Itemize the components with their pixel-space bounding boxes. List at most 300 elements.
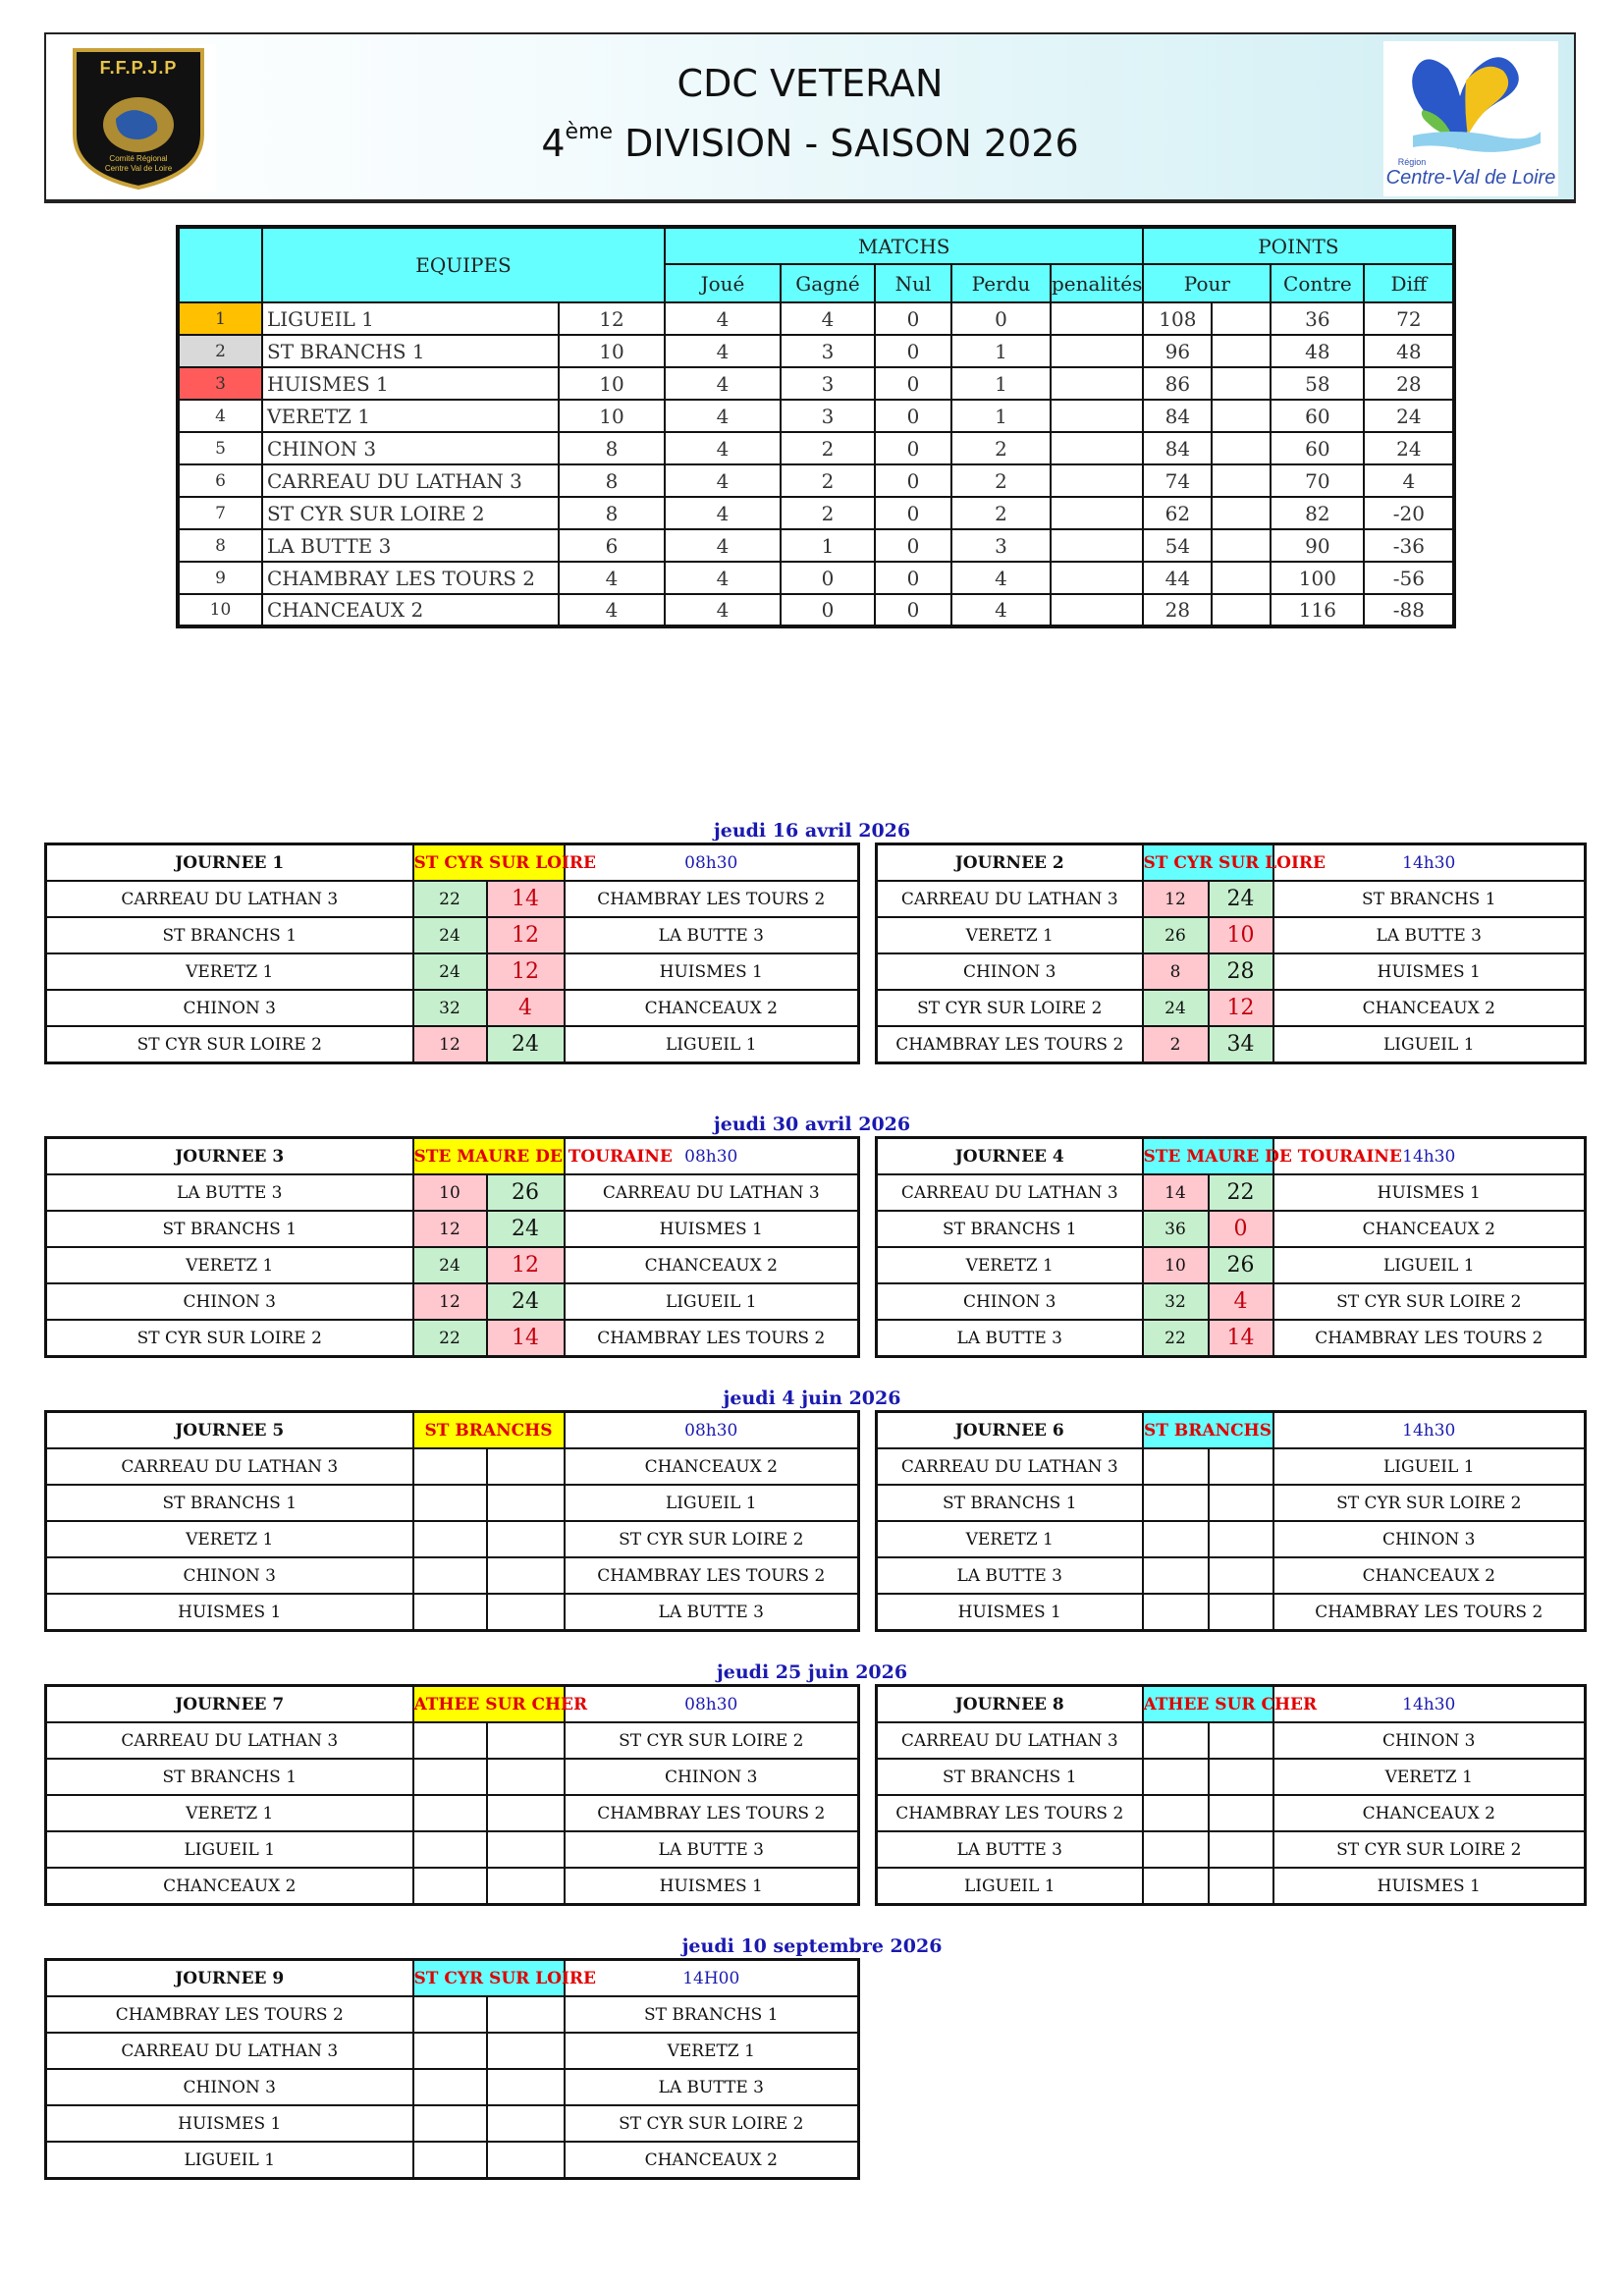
journee-venue: STE MAURE DE TOURAINE [1143,1138,1273,1175]
standings-row [178,594,1454,626]
away-score-cell [487,1448,565,1485]
away-team-cell: CHAMBRAY LES TOURS 2 [565,1320,859,1357]
home-team-cell: CARREAU DU LATHAN 3 [46,2033,413,2069]
journee-time: 08h30 [565,1412,859,1449]
match-row [46,1868,859,1905]
away-score-cell: 4 [487,990,565,1026]
match-row [46,1831,859,1868]
contre-cell: 100 [1271,562,1364,594]
penalites-cell [1051,594,1143,626]
standings-row [178,400,1454,432]
journee-table [875,1136,1587,1358]
penalites-cell [1051,432,1143,464]
away-team-cell: LIGUEIL 1 [565,1485,859,1521]
journee-venue: ST BRANCHS [1143,1412,1273,1449]
pour-cell: 74 [1143,464,1212,497]
journee-header-row [877,844,1586,882]
home-score-cell [413,2105,487,2142]
gagne-header: Gagné [781,264,875,302]
home-score-cell [413,1557,487,1594]
journee-venue: ST BRANCHS [413,1412,565,1449]
contre-cell: 36 [1271,302,1364,335]
contre-cell: 48 [1271,335,1364,367]
journee-time: 14H00 [565,1960,859,1997]
team-name-cell: ST CYR SUR LOIRE 2 [262,497,559,529]
away-score-cell [487,1831,565,1868]
pour-extra-cell [1212,464,1271,497]
home-team-cell: ST BRANCHS 1 [877,1485,1143,1521]
round-date: jeudi 30 avril 2026 [713,1114,911,1135]
gagne-cell: 0 [781,562,875,594]
away-score-cell: 24 [487,1211,565,1247]
pour-header: Pour [1143,264,1271,302]
gagne-cell: 0 [781,594,875,626]
perdu-cell: 1 [951,400,1051,432]
match-row [46,1211,859,1247]
pour-cell: 28 [1143,594,1212,626]
away-team-cell: HUISMES 1 [1273,1868,1586,1905]
pour-extra-cell [1212,562,1271,594]
journee-venue: ST CYR SUR LOIRE [1143,844,1273,882]
away-team-cell: LA BUTTE 3 [565,1594,859,1631]
division-suffix: ème [565,120,614,144]
away-team-cell: HUISMES 1 [565,1868,859,1905]
points-total-cell: 4 [559,594,665,626]
diff-cell: 4 [1364,464,1454,497]
gagne-cell: 3 [781,400,875,432]
pour-extra-cell [1212,497,1271,529]
home-team-cell: HUISMES 1 [46,1594,413,1631]
away-score-cell [1209,1722,1273,1759]
pour-extra-cell [1212,529,1271,562]
diff-cell: 28 [1364,367,1454,400]
away-team-cell: CARREAU DU LATHAN 3 [565,1174,859,1211]
away-score-cell [487,2105,565,2142]
home-team-cell: VERETZ 1 [46,1521,413,1557]
pour-cell: 62 [1143,497,1212,529]
away-score-cell [487,1521,565,1557]
nul-cell: 0 [875,432,951,464]
away-team-cell: VERETZ 1 [1273,1759,1586,1795]
diff-header: Diff [1364,264,1454,302]
home-score-cell: 14 [1143,1174,1209,1211]
rank-header-cell [178,227,262,302]
away-team-cell: CHANCEAUX 2 [565,1247,859,1283]
away-team-cell: CHANCEAUX 2 [1273,1211,1586,1247]
home-score-cell [413,2033,487,2069]
match-row [46,1283,859,1320]
away-score-cell: 10 [1209,917,1273,953]
away-team-cell: ST BRANCHS 1 [565,1996,859,2033]
penalites-cell [1051,367,1143,400]
region-logo-small-text: Région [1397,157,1427,167]
away-score-cell [487,1594,565,1631]
match-row [877,1283,1586,1320]
nul-cell: 0 [875,529,951,562]
away-score-cell: 24 [487,1026,565,1063]
page-header [44,32,1576,203]
region-logo [1383,41,1558,196]
standings-row [178,497,1454,529]
joue-cell: 4 [665,562,781,594]
rank-cell: 4 [178,400,262,432]
home-team-cell: ST CYR SUR LOIRE 2 [877,990,1143,1026]
pour-cell: 44 [1143,562,1212,594]
journee-header-row [877,1412,1586,1449]
away-score-cell [487,2069,565,2105]
nul-cell: 0 [875,335,951,367]
joue-cell: 4 [665,432,781,464]
away-team-cell: CHINON 3 [1273,1722,1586,1759]
joue-cell: 4 [665,464,781,497]
rank-cell: 2 [178,335,262,367]
journee-title: JOURNEE 3 [46,1138,413,1175]
gagne-cell: 3 [781,335,875,367]
match-row [46,1557,859,1594]
journee-venue: ATHEE SUR CHER [413,1686,565,1723]
away-score-cell: 26 [487,1174,565,1211]
away-score-cell: 12 [487,917,565,953]
home-team-cell: VERETZ 1 [877,1521,1143,1557]
journee-title: JOURNEE 2 [877,844,1143,882]
home-score-cell: 12 [413,1026,487,1063]
home-team-cell: VERETZ 1 [877,917,1143,953]
home-score-cell: 32 [413,990,487,1026]
match-row [46,1795,859,1831]
journee-table [44,843,860,1064]
match-row [46,1722,859,1759]
home-team-cell: CHINON 3 [877,1283,1143,1320]
home-team-cell: ST BRANCHS 1 [46,1211,413,1247]
away-team-cell: LA BUTTE 3 [565,2069,859,2105]
away-team-cell: LIGUEIL 1 [1273,1247,1586,1283]
match-row [46,1594,859,1631]
rank-cell: 1 [178,302,262,335]
match-row [877,1594,1586,1631]
away-team-cell: CHANCEAUX 2 [1273,1557,1586,1594]
contre-cell: 58 [1271,367,1364,400]
home-team-cell: CHAMBRAY LES TOURS 2 [46,1996,413,2033]
rank-cell: 5 [178,432,262,464]
home-team-cell: HUISMES 1 [877,1594,1143,1631]
away-score-cell [1209,1795,1273,1831]
match-row [46,2033,859,2069]
journee-venue: ATHEE SUR CHER [1143,1686,1273,1723]
round-date: jeudi 4 juin 2026 [723,1387,901,1409]
rank-cell: 8 [178,529,262,562]
away-team-cell: LA BUTTE 3 [1273,917,1586,953]
match-row [46,953,859,990]
nul-header: Nul [875,264,951,302]
joue-cell: 4 [665,335,781,367]
away-score-cell: 34 [1209,1026,1273,1063]
away-team-cell: CHAMBRAY LES TOURS 2 [565,1795,859,1831]
journee-header-row [877,1138,1586,1175]
round-date: jeudi 10 septembre 2026 [681,1935,943,1957]
away-score-cell [487,1795,565,1831]
match-row [877,1247,1586,1283]
joue-cell: 4 [665,400,781,432]
team-name-cell: CHAMBRAY LES TOURS 2 [262,562,559,594]
home-score-cell: 24 [1143,990,1209,1026]
match-row [46,2105,859,2142]
away-team-cell: CHANCEAUX 2 [565,1448,859,1485]
match-row [877,1320,1586,1357]
home-score-cell [413,1996,487,2033]
home-team-cell: ST BRANCHS 1 [877,1759,1143,1795]
home-team-cell: ST BRANCHS 1 [46,1485,413,1521]
journee-time: 08h30 [565,844,859,882]
standings-row [178,302,1454,335]
match-row [877,917,1586,953]
away-team-cell: HUISMES 1 [565,953,859,990]
joue-cell: 4 [665,302,781,335]
home-score-cell [1143,1831,1209,1868]
away-team-cell: CHAMBRAY LES TOURS 2 [565,1557,859,1594]
journee-time: 08h30 [565,1686,859,1723]
perdu-cell: 1 [951,335,1051,367]
journee-table [875,1410,1587,1632]
match-row [46,1247,859,1283]
journee-table [44,1684,860,1906]
away-score-cell: 14 [487,881,565,917]
diff-cell: -56 [1364,562,1454,594]
home-team-cell: LA BUTTE 3 [877,1557,1143,1594]
journee-time: 08h30 [565,1138,859,1175]
away-team-cell: LIGUEIL 1 [565,1026,859,1063]
perdu-cell: 4 [951,562,1051,594]
away-team-cell: VERETZ 1 [565,2033,859,2069]
standings-row [178,432,1454,464]
nul-cell: 0 [875,594,951,626]
joue-cell: 4 [665,594,781,626]
home-team-cell: CARREAU DU LATHAN 3 [877,1448,1143,1485]
home-team-cell: CARREAU DU LATHAN 3 [877,1174,1143,1211]
match-row [46,1521,859,1557]
home-team-cell: CARREAU DU LATHAN 3 [46,1448,413,1485]
away-team-cell: ST BRANCHS 1 [1273,881,1586,917]
home-score-cell: 22 [1143,1320,1209,1357]
team-name-cell: LIGUEIL 1 [262,302,559,335]
home-score-cell: 26 [1143,917,1209,953]
rank-cell: 10 [178,594,262,626]
away-team-cell: ST CYR SUR LOIRE 2 [1273,1831,1586,1868]
nul-cell: 0 [875,464,951,497]
journee-title: JOURNEE 4 [877,1138,1143,1175]
away-team-cell: LA BUTTE 3 [565,1831,859,1868]
match-row [877,1174,1586,1211]
journee-title: JOURNEE 1 [46,844,413,882]
away-score-cell: 14 [1209,1320,1273,1357]
penalites-cell [1051,529,1143,562]
away-team-cell: HUISMES 1 [565,1211,859,1247]
points-total-cell: 6 [559,529,665,562]
journee-title: JOURNEE 8 [877,1686,1143,1723]
home-team-cell: ST BRANCHS 1 [46,917,413,953]
home-team-cell: CHINON 3 [46,990,413,1026]
journee-title: JOURNEE 6 [877,1412,1143,1449]
team-name-cell: CHANCEAUX 2 [262,594,559,626]
points-total-cell: 8 [559,497,665,529]
home-team-cell: ST CYR SUR LOIRE 2 [46,1026,413,1063]
team-name-cell: ST BRANCHS 1 [262,335,559,367]
away-score-cell [487,1996,565,2033]
gagne-cell: 2 [781,464,875,497]
home-score-cell [413,1485,487,1521]
penalites-cell [1051,335,1143,367]
standings-row [178,335,1454,367]
perdu-cell: 1 [951,367,1051,400]
match-row [877,1211,1586,1247]
home-team-cell: ST BRANCHS 1 [46,1759,413,1795]
penalites-header: penalités [1051,264,1143,302]
home-team-cell: CHAMBRAY LES TOURS 2 [877,1795,1143,1831]
gagne-cell: 2 [781,497,875,529]
nul-cell: 0 [875,302,951,335]
away-score-cell: 4 [1209,1283,1273,1320]
home-score-cell [413,1521,487,1557]
home-score-cell [413,1831,487,1868]
journee-venue: STE MAURE DE TOURAINE [413,1138,565,1175]
equipes-header: EQUIPES [262,227,665,302]
home-score-cell [413,1795,487,1831]
perdu-cell: 0 [951,302,1051,335]
pour-cell: 84 [1143,400,1212,432]
match-row [46,1448,859,1485]
contre-cell: 60 [1271,432,1364,464]
match-row [46,1026,859,1063]
away-team-cell: HUISMES 1 [1273,953,1586,990]
away-team-cell: CHANCEAUX 2 [565,990,859,1026]
home-score-cell [413,2069,487,2105]
away-score-cell: 0 [1209,1211,1273,1247]
home-team-cell: CARREAU DU LATHAN 3 [46,1722,413,1759]
away-team-cell: LA BUTTE 3 [565,917,859,953]
journee-header-row [46,1686,859,1723]
home-team-cell: LIGUEIL 1 [46,1831,413,1868]
home-team-cell: ST BRANCHS 1 [877,1211,1143,1247]
journee-table [44,1410,860,1632]
gagne-cell: 1 [781,529,875,562]
gagne-cell: 4 [781,302,875,335]
diff-cell: 72 [1364,302,1454,335]
nul-cell: 0 [875,400,951,432]
perdu-cell: 2 [951,432,1051,464]
nul-cell: 0 [875,562,951,594]
away-score-cell: 22 [1209,1174,1273,1211]
away-score-cell: 24 [487,1283,565,1320]
match-row [46,1174,859,1211]
away-score-cell [487,1485,565,1521]
home-team-cell: CHINON 3 [46,1557,413,1594]
journee-title: JOURNEE 5 [46,1412,413,1449]
standings-row [178,562,1454,594]
matchs-header: MATCHS [665,227,1143,264]
away-score-cell [1209,1868,1273,1905]
away-score-cell: 14 [487,1320,565,1357]
home-team-cell: VERETZ 1 [46,1247,413,1283]
home-score-cell [1143,1722,1209,1759]
journee-venue: ST CYR SUR LOIRE [413,1960,565,1997]
home-score-cell [1143,1795,1209,1831]
pour-extra-cell [1212,432,1271,464]
home-team-cell: CHINON 3 [46,2069,413,2105]
match-row [46,1320,859,1357]
match-row [877,1795,1586,1831]
gagne-cell: 3 [781,367,875,400]
penalites-cell [1051,302,1143,335]
away-score-cell: 12 [487,1247,565,1283]
match-row [877,1485,1586,1521]
home-team-cell: LA BUTTE 3 [46,1174,413,1211]
pour-extra-cell [1212,594,1271,626]
diff-cell: 24 [1364,400,1454,432]
gagne-cell: 2 [781,432,875,464]
pour-cell: 84 [1143,432,1212,464]
perdu-header: Perdu [951,264,1051,302]
journee-table [875,843,1587,1064]
journee-table [44,1136,860,1358]
journee-table [875,1684,1587,1906]
rank-cell: 6 [178,464,262,497]
joue-cell: 4 [665,529,781,562]
home-team-cell: CHANCEAUX 2 [46,1868,413,1905]
home-score-cell [413,1722,487,1759]
home-team-cell: LIGUEIL 1 [877,1868,1143,1905]
journee-header-row [46,1412,859,1449]
match-row [46,1996,859,2033]
standings-row [178,464,1454,497]
away-score-cell [487,1557,565,1594]
match-row [877,990,1586,1026]
home-team-cell: HUISMES 1 [46,2105,413,2142]
home-team-cell: LA BUTTE 3 [877,1320,1143,1357]
pour-extra-cell [1212,400,1271,432]
away-score-cell: 26 [1209,1247,1273,1283]
home-score-cell: 10 [413,1174,487,1211]
points-total-cell: 4 [559,562,665,594]
away-team-cell: CHINON 3 [1273,1521,1586,1557]
ffpjp-logo-subtext: Comité Régional Centre Val de Loire [104,154,173,173]
away-score-cell [487,2033,565,2069]
match-row [877,881,1586,917]
diff-cell: 24 [1364,432,1454,464]
journee-title: JOURNEE 7 [46,1686,413,1723]
points-total-cell: 10 [559,400,665,432]
team-name-cell: CARREAU DU LATHAN 3 [262,464,559,497]
division-season-text: DIVISION - SAISON 2026 [613,122,1079,165]
diff-cell: -36 [1364,529,1454,562]
perdu-cell: 3 [951,529,1051,562]
joue-cell: 4 [665,497,781,529]
home-score-cell: 22 [413,1320,487,1357]
match-row [877,1759,1586,1795]
pour-extra-cell [1212,335,1271,367]
penalites-cell [1051,497,1143,529]
pour-extra-cell [1212,302,1271,335]
home-score-cell: 12 [1143,881,1209,917]
perdu-cell: 2 [951,497,1051,529]
match-row [46,917,859,953]
journee-time: 14h30 [1273,1412,1586,1449]
rank-cell: 7 [178,497,262,529]
nul-cell: 0 [875,367,951,400]
journee-header-row [877,1686,1586,1723]
away-score-cell [1209,1557,1273,1594]
contre-cell: 90 [1271,529,1364,562]
nul-cell: 0 [875,497,951,529]
team-name-cell: VERETZ 1 [262,400,559,432]
